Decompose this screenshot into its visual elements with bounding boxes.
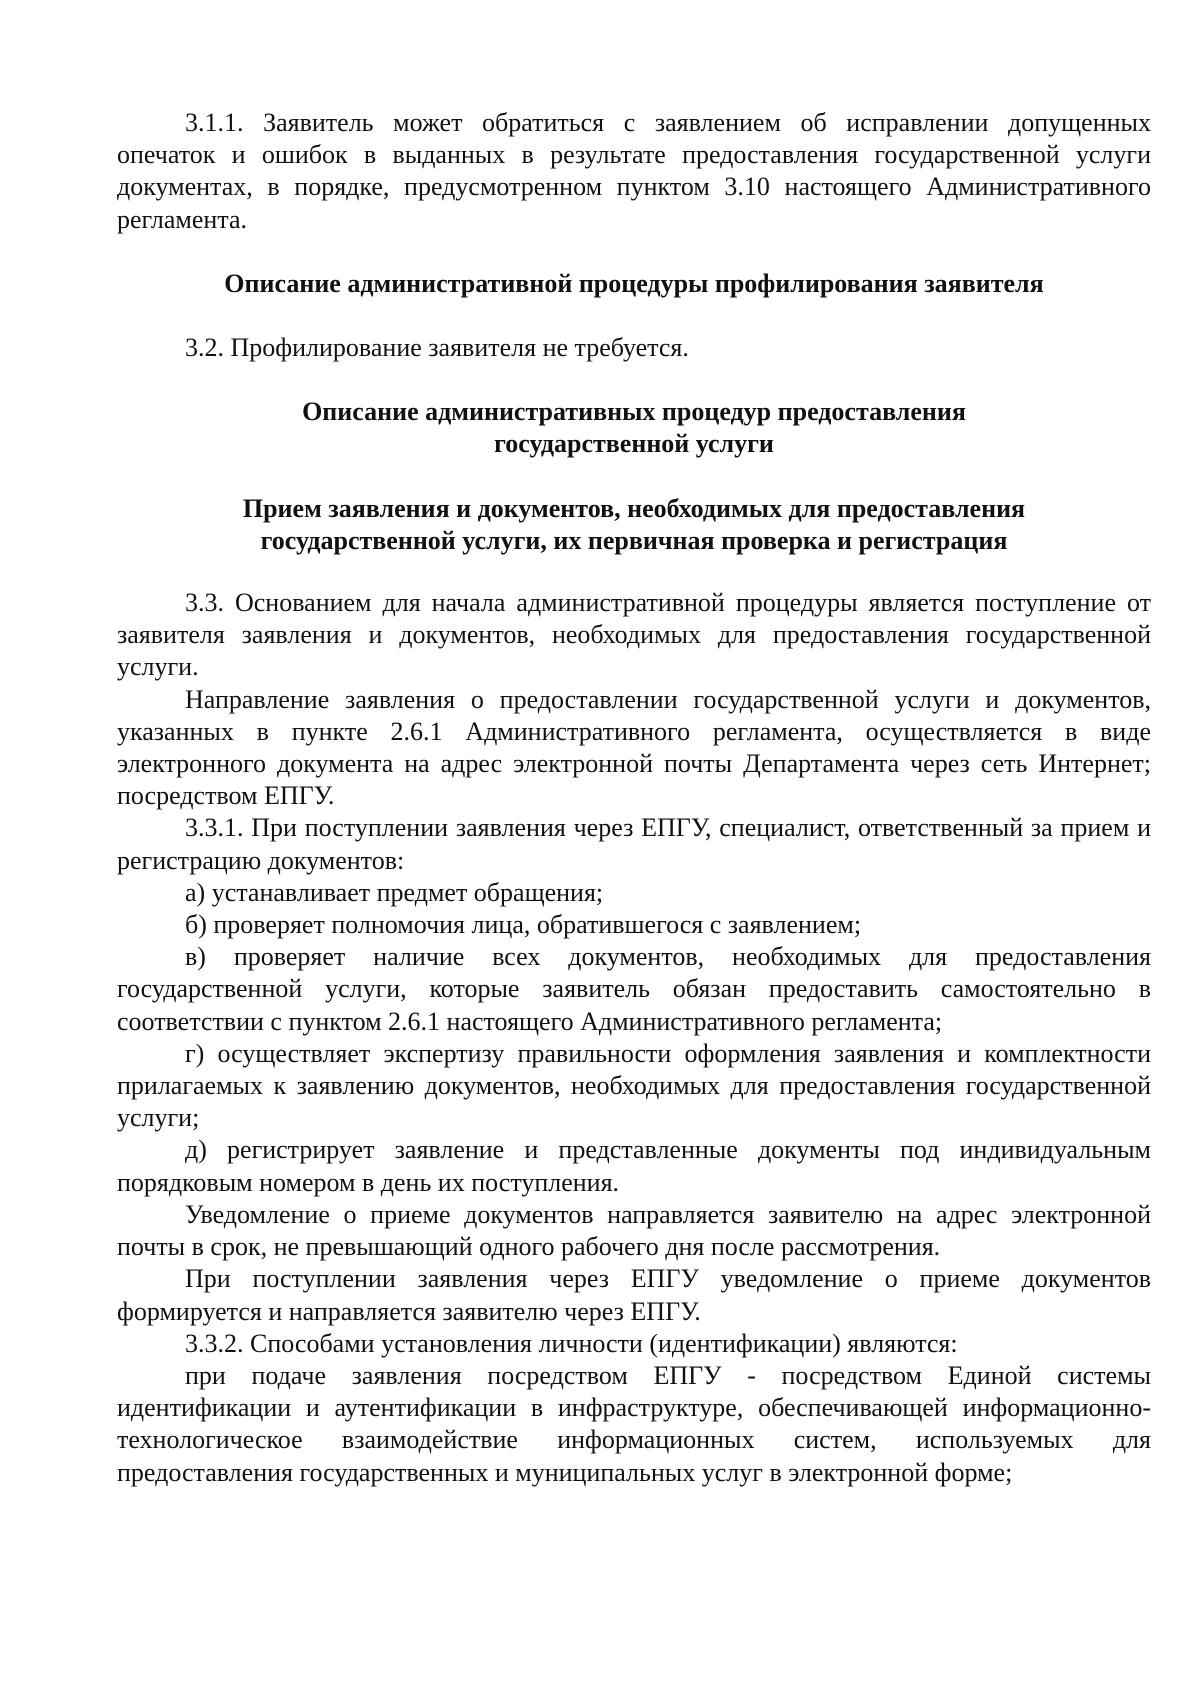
paragraph-identification: при подаче заявления посредством ЕПГУ - посредством Единой системы идентификации и аутентификации в инфраструктуре, обеспечивающей информационно-технологическое взаимодействие информационных систем, используемых для предоставления государственных и муниципальных услуг в электронной форме;	[117, 1360, 1151, 1487]
paragraph-3-3: 3.3. Основанием для начала административной процедуры является поступление от заявителя заявления и документов, необходимых для предоставления государственной услуги.	[117, 588, 1151, 682]
heading-procedures	[117, 396, 1151, 460]
list-item-g: г) осуществляет экспертизу правильности оформления заявления и комплектности прилагаемых к заявлению документов, необходимых для предоставления государственной услуги;	[117, 1038, 1151, 1133]
paragraph-3-2: 3.2. Профилирование заявителя не требуется.	[185, 333, 689, 363]
paragraph-epgu-notification: При поступлении заявления через ЕПГУ уведомление о приеме документов формируется и направляется заявителю через ЕПГУ.	[117, 1264, 1151, 1326]
paragraph-3-1-1: 3.1.1. Заявитель может обратиться с заявлением об исправлении допущенных опечаток и ошибок в выданных в результате предоставления государственной услуги документах, в порядке, предусмотренном пунктом 3.10 настоящего Административного регламента.	[117, 108, 1151, 234]
list-item-v: в) проверяет наличие всех документов, необходимых для предоставления государственной услуги, которые заявитель обязан предоставить самостоятельно в соответствии с пунктом 2.6.1 настоящего Административного регламента;	[117, 942, 1151, 1036]
heading-reception-line2: государственной услуги, их первичная проверка и регистрация	[260, 525, 1008, 555]
heading-procedures-line1: Описание административных процедур предоставления	[302, 397, 966, 427]
paragraph-submission: Направление заявления о предоставлении государственной услуги и документов, указанных в пункте 2.6.1 Административного регламента, осуществляется в виде электронного документа на адрес электронной почты Департамента через сеть Интернет; посредством ЕПГУ.	[117, 684, 1151, 811]
spacer	[117, 461, 1151, 493]
spacer	[117, 236, 1151, 268]
list-item-a: а) устанавливает предмет обращения;	[185, 877, 604, 907]
heading-profiling: Описание административной процедуры профилирования заявителя	[224, 268, 1044, 298]
heading-procedures-line2: государственной услуги	[494, 429, 774, 459]
spacer	[117, 557, 1151, 587]
spacer	[117, 300, 1151, 332]
paragraph-3-3-1: 3.3.1. При поступлении заявления через ЕПГУ, специалист, ответственный за прием и регистрацию документов:	[117, 813, 1151, 875]
list-item-b: б) проверяет полномочия лица, обратившегося с заявлением;	[185, 910, 862, 940]
paragraph-notification: Уведомление о приеме документов направляется заявителю на адрес электронной почты в срок, не превышающий одного рабочего дня после рассмотрения.	[117, 1199, 1151, 1262]
heading-reception-line1: Прием заявления и документов, необходимых для предоставления	[242, 493, 1026, 523]
document-page	[117, 107, 1151, 1489]
spacer	[117, 364, 1151, 396]
list-item-d: д) регистрирует заявление и представленные документы под индивидуальным порядковым номером в день их поступления.	[117, 1135, 1151, 1197]
heading-reception	[117, 493, 1151, 557]
paragraph-3-3-2: 3.3.2. Способами установления личности (идентификации) являются:	[185, 1328, 958, 1358]
